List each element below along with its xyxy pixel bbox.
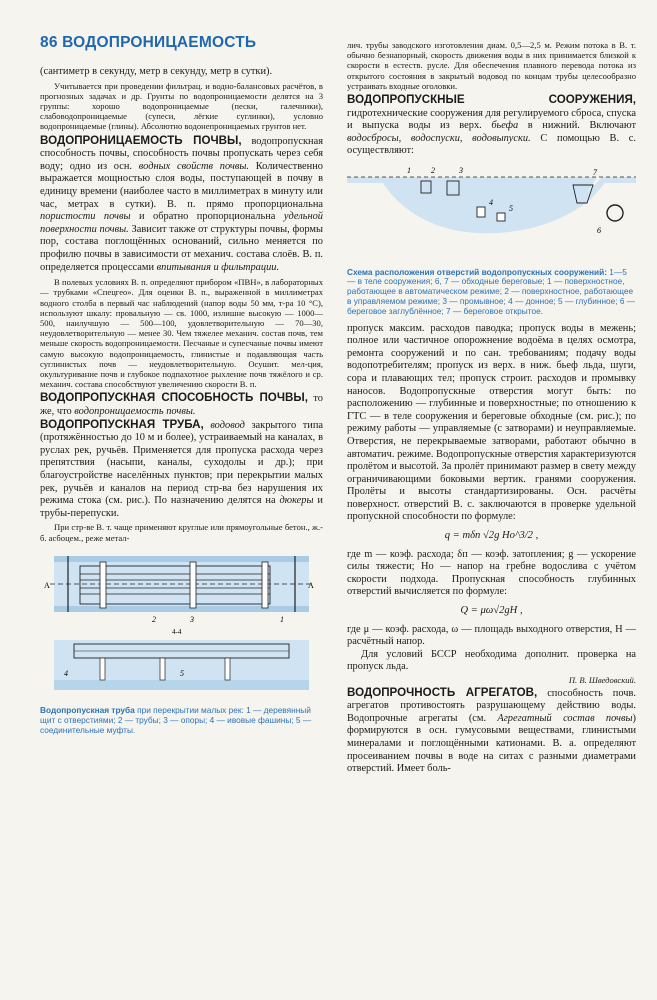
small-paragraph: При стр-ве В. т. чаще применяют круглые или прямоугольные бетон., ж.-б. асбоцем., реже метал- — [40, 522, 323, 543]
article-text: С помощью В. с. осуществляют: — [347, 132, 636, 157]
cross-reference: впитывания и фильтрации. — [156, 261, 280, 273]
article-text: Количественно выражается мощностью слоя воды, поступающей в почву в единицу времени (наиболее часто в миллиметрах в минуту или час, метрах в сутки). В. п. прямо пропорциональна — [40, 160, 323, 210]
formula-weir: q = mδп √2g Hо^3/2 , — [444, 530, 539, 542]
running-header — [40, 34, 256, 52]
caption-text: при перекрытии малых рек: 1 — деревянный щит с отверстиями; 2 — трубы; 3 — опоры; 4 — ивовые фашины; 5 — соединительные муфты. — [40, 705, 312, 735]
article-text: в нижний. Включают — [518, 120, 636, 132]
article-text: то же, что — [40, 393, 323, 417]
outlets-diagram — [347, 163, 636, 259]
article-text: и трубы-перепуски. — [40, 495, 323, 519]
culvert-figure — [40, 548, 323, 703]
small-paragraph: лич. трубы заводского изготовления диам. 0,5—2,5 м. Режим потока в В. т. обычно безнапорный, скорость движения воды в них принимается близкой к скорости в естеств. русле. Для обеспечения плавного перевода потока из открытого состояния в закрытый водовод по концам трубы целесообразно устраивать входные оголовки. — [347, 40, 636, 91]
article-outlet-structures — [347, 94, 636, 158]
article-text: Зависит также от структуры почвы, формы пор, состава поглощённых оснований, сильно меняется по профилю почвы в зависимости от механич. состава слоёв. В. п. определяется процессами — [40, 223, 323, 273]
text-paragraph: где m — коэф. расхода; δп — коэф. затопления; g — ускорение силы тяжести; Hо — напор на гребне водослива с учётом скорости подхода. Пропускная способность глубинных отверстий вычисляется по формуле: — [347, 548, 636, 598]
article-heading: ВОДОПРОНИЦАЕМОСТЬ ПОЧВЫ, — [40, 133, 242, 147]
article-soil-permeability — [40, 135, 323, 275]
callout-number: 6 — [597, 225, 601, 235]
article-text: закрытого типа (протяжённостью до 10 м и более), устраиваемый на каналах, в руслах рек, ручьёв. Применяется для пропуска расхода через препятствия (насыпи, каналы, суходолы и др.); при благоустройстве населённых пунктов; при перекрытии малых рек, ручьёв и каналов на период стр-ва без нарушения их режима стока (см. рис.). По назначению делятся на — [40, 419, 323, 507]
cross-reference: водопроницаемость почвы. — [74, 405, 196, 417]
outlets-caption — [347, 268, 636, 317]
article-text: гидротехнические сооружения для регулируемого сброса, спуска и выпуска воды из верх. — [347, 107, 636, 132]
text-paragraph: Для условий БССР необходима дополнит. проверка на пропуск льда. — [347, 648, 636, 673]
article-culvert — [40, 419, 323, 521]
section-label: А — [308, 580, 314, 590]
text-paragraph: где μ — коэф. расхода, ω — площадь выходного отверстия, H — расчётный напор. — [347, 623, 636, 648]
cross-reference: водных свойств почвы. — [138, 160, 249, 172]
cross-reference: удельной поверхности почвы. — [40, 211, 323, 235]
small-paragraph: В полевых условиях В. п. определяют прибором «ПВН», в лабораторных — трубками «Спецгео». Для оценки В. п., выраженной в миллиметрах водного столба в первый час наблюдений (напор воды 50 мм, т-ра 10 °С), используют шкалу: провальную — св. 1000, излишне высокую — 1000—500, наилучшую — 500—100, удовлетворительную — 70—30, неудовлетворительную — менее 30. Чем тяжелее механич. состав почв, тем меньше скорость водопроницаемости. Песчаные и супесчаные почвы имеют самую высокую водопроницаемость, глинистые и подавляющая часть суглинистых почв — неудовлетворительную. Осушит. мел-ция, окультуривание почв и глубокое подпахотное рыхление почв тяжёлого и ср. механич. состава способствуют увеличению скорости В. п. — [40, 277, 323, 390]
callout-number: 2 — [431, 165, 435, 175]
article-text: способность почв. агрегатов противостоять разрушающему действию воды. Водопрочные агрегаты (см. — [347, 687, 636, 724]
section-label: А — [44, 580, 50, 590]
callout-number: 3 — [459, 165, 463, 175]
cross-reference: дюкеры — [279, 495, 314, 507]
callout-number: 5 — [180, 668, 184, 678]
caption-title: Схема расположения отверстий водопропускных сооружений: — [347, 266, 607, 277]
cross-reference: пористости почвы — [40, 211, 131, 223]
culvert-diagram — [40, 548, 323, 698]
text-paragraph: (сантиметр в секунду, метр в секунду, метр в сутки). — [40, 66, 273, 77]
article-term: водовод — [203, 419, 245, 431]
article-soil-capacity — [40, 392, 323, 418]
author-signature: П. В. Шведовский. — [568, 675, 636, 685]
callout-number: 1 — [407, 165, 411, 175]
caption-text: 1—5 — в теле сооружения; 6, 7 — обходные береговые; 1 — поверхностное, работающее в автоматическом режиме; 2 — поверхностное, работающее в управляемом режиме; 3 — промывное; 4 — донное; 5 — глубинное; 6 — береговое заглублённое; 7 — береговое открытое. — [347, 266, 636, 316]
header-title: ВОДОПРОНИЦАЕМОСТЬ — [62, 34, 257, 51]
article-text: водопропускная способность почвы, способность почвы пропускать через себя воду; одно из осн. — [40, 135, 323, 172]
caption-title: Водопропускная труба — [40, 705, 135, 716]
outlets-figure — [347, 163, 636, 264]
article-heading: ВОДОПРОПУСКНЫЕ СООРУЖЕНИЯ, — [347, 93, 636, 107]
left-column — [40, 66, 323, 742]
cross-reference: водосбросы, водоспуски, водовыпуски. — [347, 132, 531, 144]
cross-reference: бьефа — [491, 120, 519, 132]
article-heading: ВОДОПРОПУСКНАЯ СПОСОБНОСТЬ ПОЧВЫ, — [40, 391, 308, 405]
section-label: 4-4 — [172, 627, 182, 636]
small-paragraph: Учитывается при проведении фильтрац. и водно-балансовых расчётов, в прогнозных задачах и др. Грунты по водопроницаемости делятся на 3 группы: хорошо водопроницаемые (пески, галечники), слабоводопроницаемые (супеси, лёгкие суглинки), условно водопроницаемые (глины). Абсолютно водонепроницаемых грунтов нет. — [40, 80, 323, 132]
callout-number: 1 — [280, 614, 284, 624]
cross-reference: Агрегатный состав почвы — [497, 712, 633, 724]
text-paragraph: пропуск максим. расходов паводка; пропуск воды в межень; полное или частичное опорожнение водоёма в целях осмотра, ремонта сооружений и по сан. требованиям; подачу воды водопотребителям; пропуск из верх. в ниж. бьеф льда, шуги, сора и плавающих тел; пропуск строит. расходов и промывку наносов. Водопропускные отверстия могут быть: по расположению — глубинные и поверхностные; по отношению к ГТС — в теле сооружения и береговые обходные (см. рис.); по режиму работы — управляемые (с затворами) и неуправляемые. Отверстия, не перекрываемые затворами, работают обычно в автоматич. режиме. Водопропускные отверстия характеризуются пролётом и высотой. За пролёт принимают размер в свету между ограничивающими боковыми вертик. гранями сооружения. Пролёты и высоты стандартизированы. Осн. расчёты поверхност. отверстий В. с. заключаются в проверке удельной пропускной способности по формуле: — [347, 322, 636, 523]
article-text: ) формируются в осн. гумусовыми веществами, глинистыми минералами и поглощёнными катионами. В. а. определяют просеиванием почвы в воде на ситах с разными диаметрами отверстий. Имеет боль- — [347, 712, 636, 775]
page-number: 86 — [40, 34, 58, 51]
article-heading: ВОДОПРОЧНОСТЬ АГРЕГАТОВ, — [347, 685, 538, 699]
callout-number: 3 — [190, 614, 194, 624]
callout-number: 5 — [509, 203, 513, 213]
article-text: и обратно пропорциональна — [130, 211, 284, 223]
right-column — [347, 40, 636, 776]
callout-number: 2 — [152, 614, 156, 624]
article-aggregate-stability — [347, 687, 636, 776]
callout-number: 7 — [593, 167, 597, 177]
formula-orifice: Q = μω√2gH , — [460, 605, 523, 617]
culvert-caption — [40, 706, 323, 735]
article-heading: ВОДОПРОПУСКНАЯ ТРУБА, — [40, 417, 204, 431]
callout-number: 4 — [64, 668, 68, 678]
callout-number: 4 — [489, 197, 493, 207]
